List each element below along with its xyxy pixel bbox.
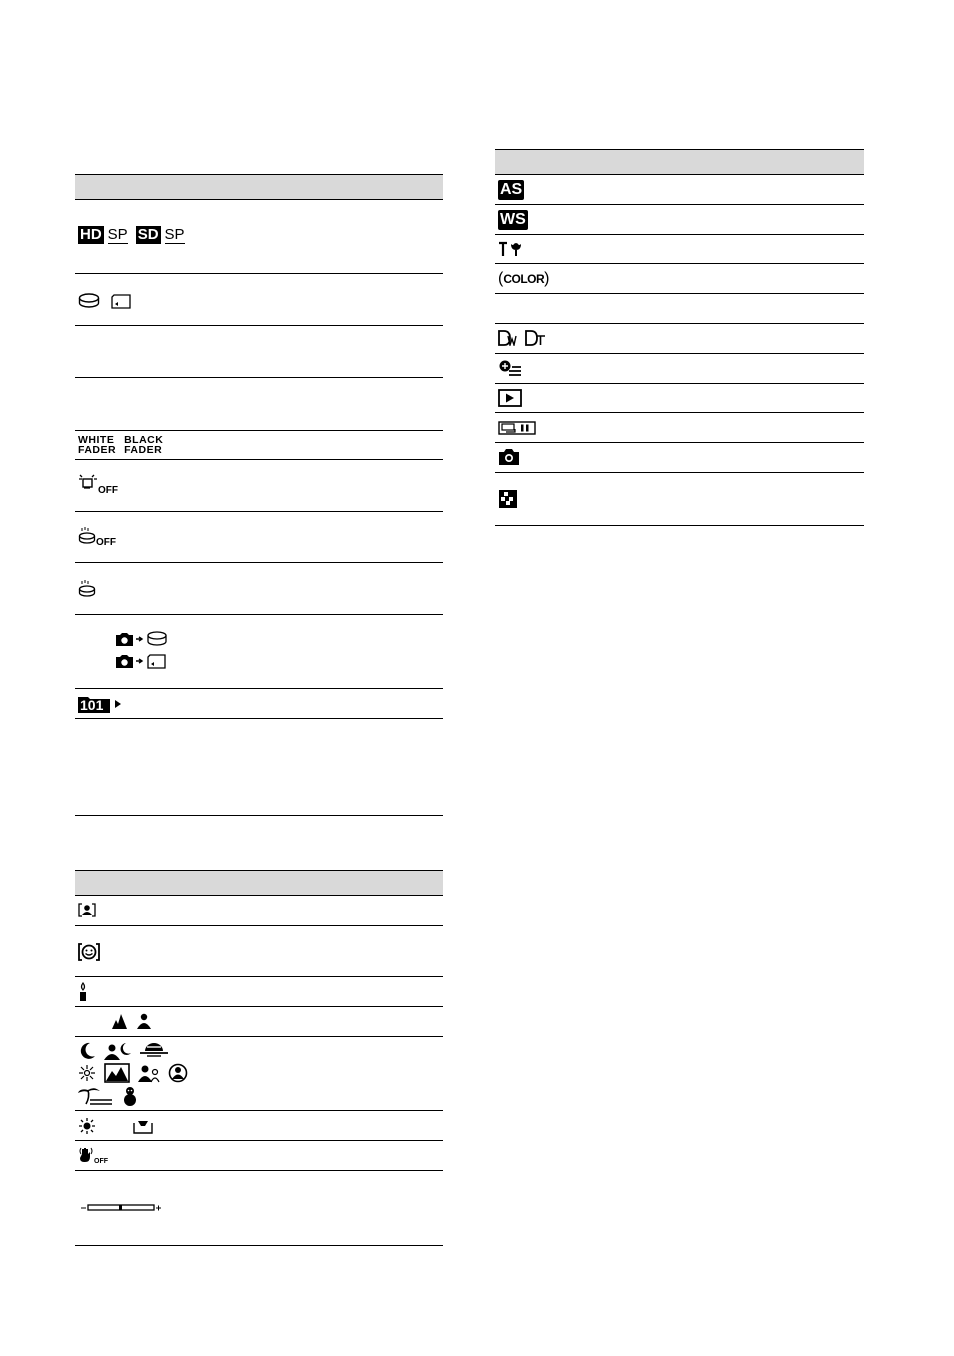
table-row bbox=[75, 1037, 443, 1111]
wind-screen-icon bbox=[498, 210, 528, 230]
left-table bbox=[75, 174, 443, 816]
table-row bbox=[75, 274, 443, 326]
fader-word-black: BLACK bbox=[124, 434, 164, 446]
zoom-microphone-icon bbox=[498, 360, 522, 378]
twilight-icon bbox=[78, 1042, 96, 1060]
portrait-scene-icon bbox=[138, 1063, 160, 1083]
face-detection-icon bbox=[78, 902, 96, 918]
daylight-icon bbox=[78, 1117, 96, 1135]
off-label: OFF bbox=[98, 484, 118, 496]
fireworks-icon bbox=[78, 1064, 96, 1082]
sp-mode-icon: SP bbox=[107, 225, 128, 243]
table-row bbox=[495, 205, 864, 235]
fader-word-white: WHITE bbox=[78, 434, 115, 446]
white-fader-icon bbox=[78, 435, 116, 455]
digital-zoom-w-icon bbox=[498, 330, 520, 346]
sd-quality-icon: SD bbox=[137, 226, 159, 243]
photo-to-hdd-icon bbox=[115, 631, 171, 647]
sp-mode-icon: SP bbox=[164, 225, 185, 243]
right-table bbox=[495, 149, 864, 526]
table-row bbox=[495, 354, 864, 384]
photo-icon bbox=[498, 448, 520, 466]
table-row bbox=[495, 413, 864, 443]
hdd-drop-sensor-icon bbox=[78, 579, 96, 599]
slide-show-icon bbox=[498, 389, 522, 407]
tele-macro-icon bbox=[498, 241, 522, 257]
left-table-2 bbox=[75, 870, 443, 1246]
table-row bbox=[75, 896, 443, 926]
hd-quality-icon: HD bbox=[80, 226, 102, 243]
table-row bbox=[75, 563, 443, 615]
hdd-drop-sensor-off-icon bbox=[78, 526, 116, 548]
exposure-slider-icon bbox=[80, 1203, 162, 1213]
spotlight-icon bbox=[168, 1063, 188, 1083]
slide-show-pause-icon bbox=[498, 421, 536, 435]
table-row bbox=[75, 1007, 443, 1037]
hard-disk-icon bbox=[78, 293, 100, 309]
table-row bbox=[75, 977, 443, 1007]
playback-folder-icon bbox=[78, 695, 122, 713]
auto-slow-shutter-icon bbox=[498, 180, 524, 200]
table-row bbox=[495, 264, 864, 294]
table-row bbox=[75, 926, 443, 977]
fader-word: FADER bbox=[78, 444, 117, 456]
landscape-scene-icon bbox=[104, 1063, 130, 1083]
table-row bbox=[495, 324, 864, 354]
table-row bbox=[75, 460, 443, 512]
table-row bbox=[495, 473, 864, 525]
landscape-icon bbox=[112, 1013, 128, 1029]
beach-icon bbox=[78, 1086, 112, 1106]
right-table-header bbox=[495, 149, 864, 175]
table-row bbox=[495, 384, 864, 413]
left-table-header bbox=[75, 174, 443, 200]
ws-label: WS bbox=[500, 211, 526, 228]
snow-icon bbox=[122, 1086, 138, 1106]
left-table-2-header bbox=[75, 870, 443, 896]
table-row bbox=[75, 431, 443, 460]
table-row bbox=[75, 1171, 443, 1245]
table-row bbox=[75, 512, 443, 563]
candle-icon bbox=[78, 982, 88, 1002]
table-row bbox=[495, 294, 864, 324]
smile-shutter-icon bbox=[78, 943, 100, 961]
table-row bbox=[75, 200, 443, 274]
led-light-off-icon bbox=[78, 474, 118, 496]
twilight-portrait-icon bbox=[104, 1042, 132, 1060]
steadyshot-off-icon bbox=[78, 1146, 108, 1166]
fader-word: FADER bbox=[124, 444, 163, 456]
color-label: COLOR bbox=[503, 272, 545, 286]
off-label: OFF bbox=[96, 536, 116, 548]
digital-zoom-t-icon bbox=[525, 330, 547, 346]
table-row bbox=[75, 689, 443, 719]
folder-number: 101 bbox=[80, 697, 104, 713]
as-label: AS bbox=[500, 181, 523, 198]
table-row bbox=[75, 1141, 443, 1171]
photo-to-card-icon bbox=[115, 653, 171, 669]
sunrise-sunset-icon bbox=[140, 1042, 168, 1060]
x-v-color-icon: ( COLOR ) bbox=[498, 270, 550, 287]
off-label: OFF bbox=[94, 1157, 108, 1165]
table-row bbox=[75, 719, 443, 815]
table-row bbox=[75, 1111, 443, 1141]
table-row bbox=[75, 378, 443, 431]
table-row bbox=[75, 615, 443, 689]
table-row bbox=[75, 326, 443, 378]
portrait-icon bbox=[136, 1013, 152, 1029]
backlight-icon bbox=[130, 1117, 156, 1135]
table-row bbox=[495, 175, 864, 205]
data-file-icon bbox=[498, 489, 518, 509]
table-row bbox=[495, 235, 864, 264]
black-fader-icon bbox=[124, 435, 163, 455]
table-row bbox=[495, 443, 864, 473]
memory-card-icon bbox=[110, 293, 132, 309]
